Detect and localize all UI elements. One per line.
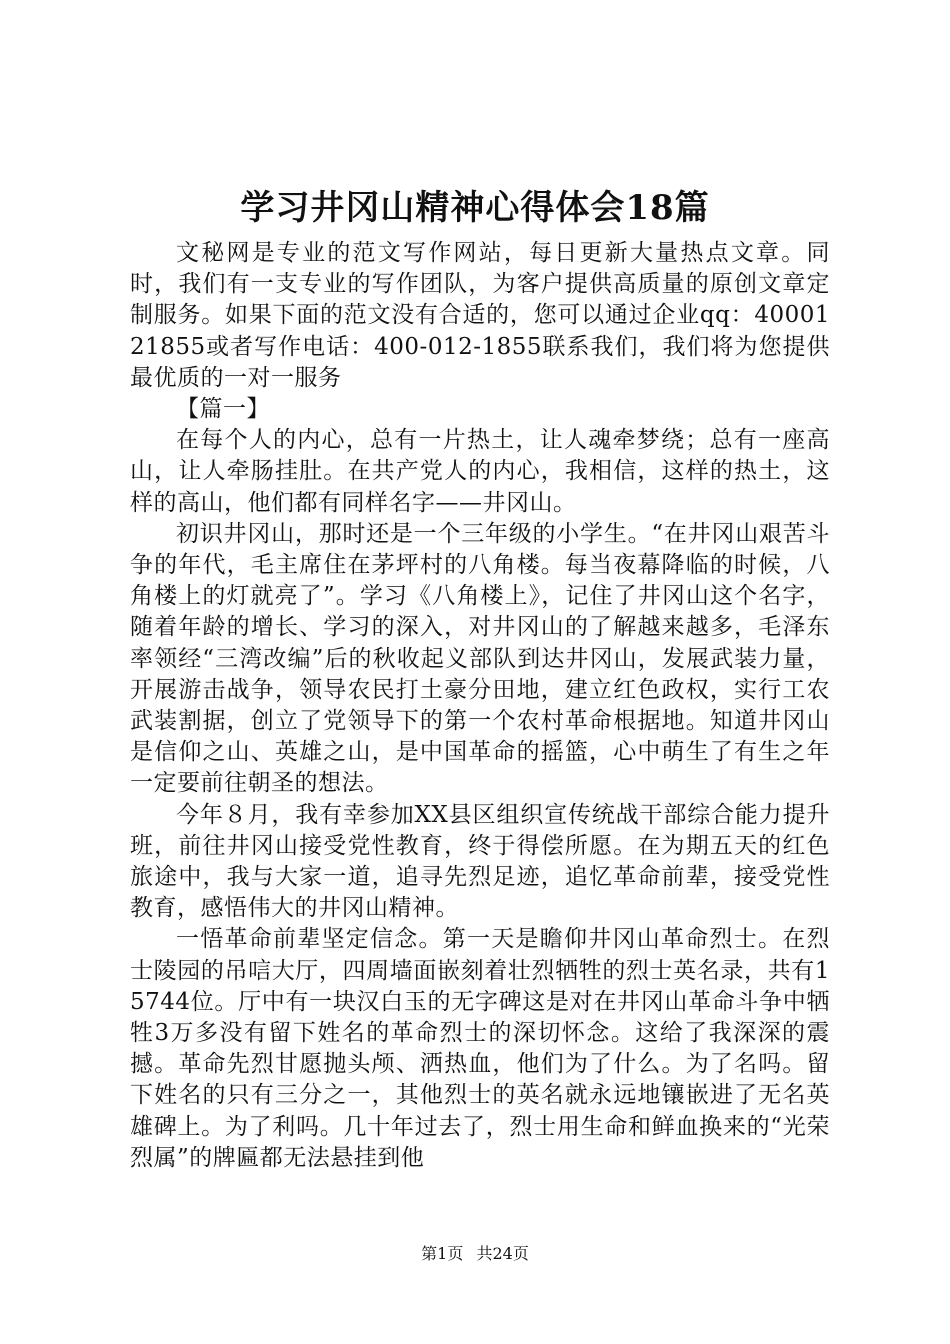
intro-paragraph: 文秘网是专业的范文写作网站，每日更新大量热点文章。同时，我们有一支专业的写作团队，为客户提供高质量的原创文章定制服务。如果下面的范文没有合适的，您可以通过企业qq：4000121855或者写作电话：400-012-1855联系我们，我们将为您提供最优质的一对一服务	[130, 240, 830, 391]
document-body	[130, 238, 830, 1174]
page-number: 第1页	[421, 1244, 464, 1263]
body-paragraph: 今年８月，我有幸参加XX县区组织宣传统战干部综合能力提升班，前往井冈山接受党性教育，终于得偿所愿。在为期五天的红色旅途中，我与大家一道，追寻先烈足迹，追忆革命前辈，接受党性教育，感悟伟大的井冈山精神。	[130, 801, 830, 922]
document-title: 学习井冈山精神心得体会18篇	[240, 188, 710, 228]
page-total: 共24页	[476, 1244, 529, 1263]
body-paragraph: 一悟革命前辈坚定信念。第一天是瞻仰井冈山革命烈士。在烈士陵园的吊唁大厅，四周墙面嵌刻着壮烈牺牲的烈士英名录，共有15744位。厅中有一块汉白玉的无字碑这是对在井冈山革命斗争中牺牲3万多没有留下姓名的革命烈士的深切怀念。这给了我深深的震撼。革命先烈甘愿抛头颅、洒热血，他们为了什么。为了名吗。留下姓名的只有三分之一，其他烈士的英名就永远地镶嵌进了无名英雄碑上。为了利吗。几十年过去了，烈士用生命和鲜血换来的“光荣烈属”的牌匾都无法悬挂到他	[130, 926, 830, 1171]
section-heading: 【篇一】	[176, 396, 270, 423]
body-paragraph: 初识井冈山，那时还是一个三年级的小学生。“在井冈山艰苦斗争的年代，毛主席住在茅坪村的八角楼。每当夜幕降临的时候，八角楼上的灯就亮了”。学习《八角楼上》，记住了井冈山这个名字，随着年龄的增长、学习的深入，对井冈山的了解越来越多，毛泽东率领经“三湾改编”后的秋收起义部队到达井冈山，发展武装力量，开展游击战争，领导农民打土豪分田地，建立红色政权，实行工农武装割据，创立了党领导下的第一个农村革命根据地。知道井冈山是信仰之山、英雄之山，是中国革命的摇篮，心中萌生了有生之年一定要前往朝圣的想法。	[130, 520, 830, 797]
body-paragraph: 在每个人的内心，总有一片热土，让人魂牵梦绕；总有一座高山，让人牵肠挂肚。在共产党人的内心，我相信，这样的热土，这样的高山，他们都有同样名字——井冈山。	[130, 427, 830, 516]
page-footer	[0, 1243, 950, 1265]
